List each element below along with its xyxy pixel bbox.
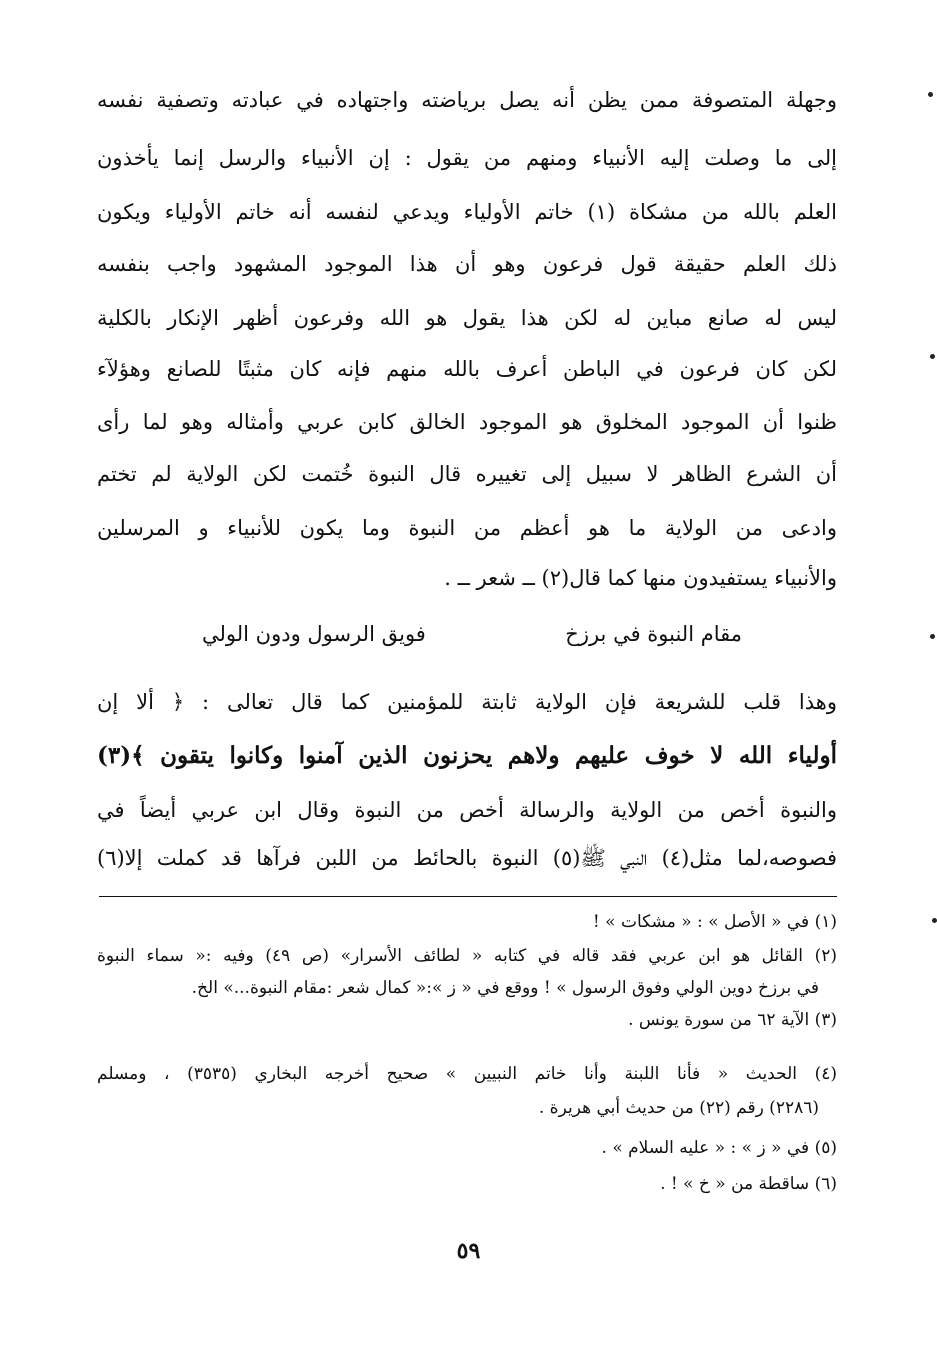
margin-dot [932, 918, 937, 923]
verse-right-hemistich: مقام النبوة في برزخ [565, 622, 742, 646]
body-line: إلى ما وصلت إليه الأنبياء ومنهم من يقول : إن الأنبياء والرسل إنما يأخذون [97, 146, 837, 170]
footnote: (٤) الحديث « فأنا اللبنة وأنا خاتم النبيين » صحيح أخرجه البخاري (٣٥٣٥) ، ومسلم [97, 1064, 837, 1084]
margin-dot [930, 354, 935, 359]
body-line: ذلك العلم حقيقة قول فرعون وهو أن هذا الموجود المشهود واجب بنفسه [97, 252, 837, 276]
body-line: وهذا قلب للشريعة فإن الولاية ثابتة للمؤمنين كما قال تعالى : ﴿ ألا إن [97, 690, 837, 714]
margin-dot [930, 634, 935, 639]
body-line: والأنبياء يستفيدون منها كما قال(٢) ــ شعر ــ . [444, 566, 837, 590]
poetry-verse [202, 614, 742, 654]
body-line: لكن كان فرعون في الباطن أعرف بالله منهم فإنه كان مثبتًا للصانع وهؤلآء [97, 357, 837, 381]
body-line: فصوصه،لما مثل(٤) النبي ﷺ(٥) النبوة بالحائط من اللبن فرآها قد كملت إلا(٦) [97, 846, 837, 870]
body-line: أن الشرع الظاهر لا سبيل إلى تغييره قال النبوة خُتمت لكن الولاية لم تختم [97, 462, 837, 486]
footnote: (٦) ساقطة من « خ » ! . [660, 1174, 837, 1194]
body-line: وجهلة المتصوفة ممن يظن أنه يصل برياضته واجتهاده في عبادته وتصفية نفسه [97, 88, 837, 112]
body-line: العلم بالله من مشكاة (١) خاتم الأولياء ويدعي لنفسه أنه خاتم الأولياء ويكون [97, 200, 837, 224]
footnote: (٣) الآية ٦٢ من سورة يونس . [628, 1010, 837, 1030]
footnote-divider [99, 896, 837, 897]
body-line: وادعى من الولاية ما هو أعظم من النبوة وما يكون للأنبياء و المرسلين [97, 516, 837, 540]
footnote-continuation: (٢٢٨٦) رقم (٢٢) من حديث أبي هريرة . [538, 1098, 819, 1118]
margin-dot [928, 92, 933, 97]
footnote-continuation: في برزخ دوين الولي وفوق الرسول » ! ووقع في « ز »:« كمال شعر :مقام النبوة...» الخ. [191, 978, 819, 998]
body-line: ظنوا أن الموجود المخلوق هو الموجود الخالق كابن عربي وأمثاله وهو لما رأى [97, 410, 837, 434]
footnote: (٢) القائل هو ابن عربي فقد قاله في كتابه « لطائف الأسرار» (ص ٤٩) وفيه :« سماء النبوة [97, 946, 837, 966]
page-number: ٥٩ [456, 1238, 481, 1264]
footnote: (٥) في « ز » : « عليه السلام » . [601, 1138, 837, 1158]
quran-verse-line: أولياء الله لا خوف عليهم ولاهم يحزنون الذين آمنوا وكانوا يتقون ﴾(٣) [97, 742, 837, 769]
body-line: والنبوة أخص من الولاية والرسالة أخص من النبوة وقال ابن عربي أيضاً في [97, 798, 837, 822]
footnote: (١) في « الأصل » : « مشكات » ! [592, 912, 837, 932]
verse-left-hemistich: فويق الرسول ودون الولي [202, 622, 426, 646]
body-line: ليس له صانع مباين له لكن هذا يقول هو الله وفرعون أظهر الإنكار بالكلية [97, 306, 837, 330]
